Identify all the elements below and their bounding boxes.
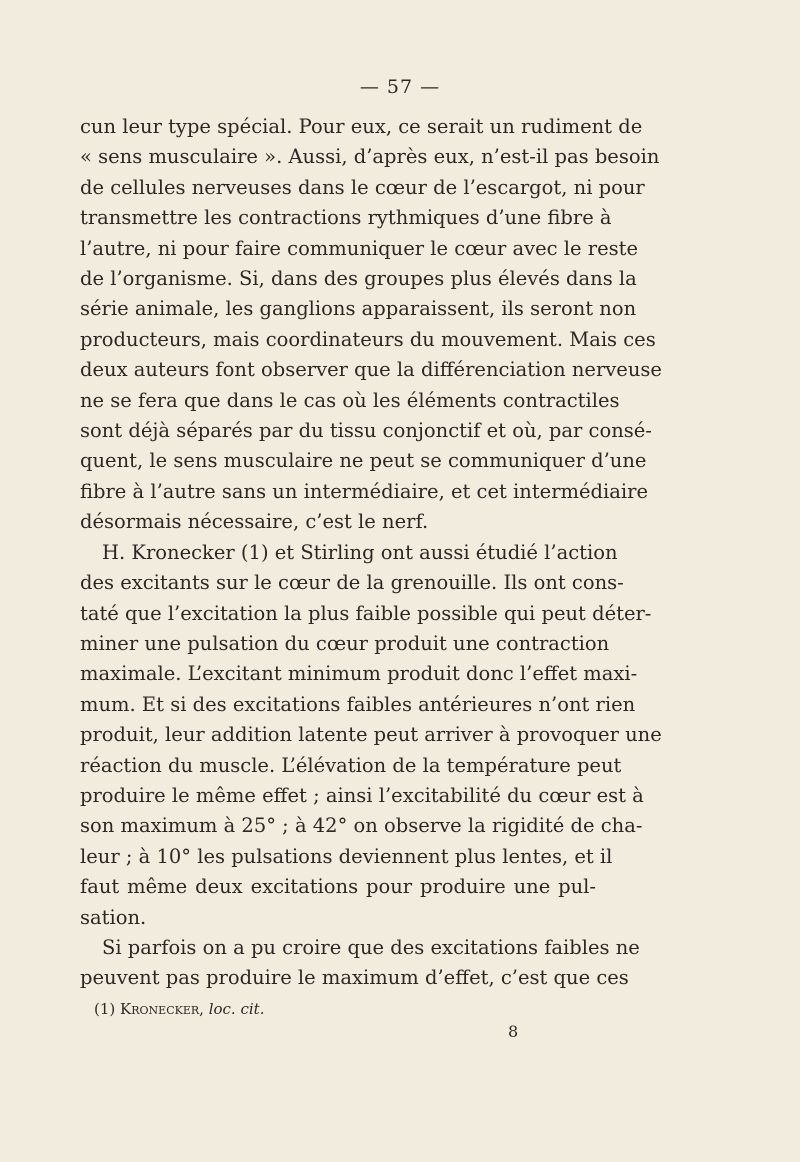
text-line: taté que l’excitation la plus faible possible qui peut déter- [80, 601, 652, 625]
paragraph-end-line: sation. [80, 905, 147, 929]
text-line: peuvent pas produire le maximum d’effet, c’est que ces [80, 966, 629, 990]
text-line: de l’organisme. Si, dans des groupes plus élevés dans la [80, 267, 637, 291]
text-line: mum. Et si des excitations faibles antérieures n’ont rien [80, 692, 636, 716]
text-line: leur ; à 10° les pulsations deviennent plus lentes, et il [80, 844, 613, 868]
body-text [80, 112, 662, 994]
text-line: producteurs, mais coordinateurs du mouvement. Mais ces [80, 327, 656, 351]
text-line: faut même deux excitations pour produire une pul- [80, 875, 596, 899]
paragraph-start-line: H. Kronecker (1) et Stirling ont aussi étudié l’action [102, 540, 618, 564]
text-line: ne se fera que dans le cas où les éléments contractiles [80, 388, 620, 412]
text-line: son maximum à 25° ; à 42° on observe la rigidité de cha- [80, 814, 643, 838]
footnote-marker: (1) [94, 1000, 116, 1018]
footnote-author: Kronecker, [120, 1000, 204, 1018]
page-number: — 57 — [359, 76, 441, 98]
text-line: miner une pulsation du cœur produit une contraction [80, 631, 610, 655]
text-line: « sens musculaire ». Aussi, d’après eux, n’est-il pas besoin [80, 145, 660, 169]
paragraph-start-line: Si parfois on a pu croire que des excitations faibles ne [102, 935, 640, 959]
text-line: l’autre, ni pour faire communiquer le cœur avec le reste [80, 236, 639, 260]
text-line: produire le même effet ; ainsi l’excitabilité du cœur est à [80, 783, 644, 807]
text-line: deux auteurs font observer que la différenciation nerveuse [80, 358, 662, 382]
text-line: de cellules nerveuses dans le cœur de l’escargot, ni pour [80, 175, 645, 199]
text-line: sont déjà séparés par du tissu conjonctif et où, par consé- [80, 419, 652, 443]
text-line: produit, leur addition latente peut arriver à provoquer une [80, 723, 662, 747]
text-line: transmettre les contractions rythmiques d’une fibre à [80, 206, 612, 230]
footnote [94, 1000, 264, 1018]
text-line: série animale, les ganglions apparaissent, ils seront non [80, 297, 637, 321]
signature-mark: 8 [508, 1022, 519, 1041]
text-line: réaction du muscle. L’élévation de la température peut [80, 753, 622, 777]
text-line: maximale. L’excitant minimum produit donc l’effet maxi- [80, 662, 638, 686]
paragraph-end-line: désormais nécessaire, c’est le nerf. [80, 510, 429, 534]
text-line: quent, le sens musculaire ne peut se communiquer d’une [80, 449, 647, 473]
text-line: des excitants sur le cœur de la grenouille. Ils ont cons- [80, 571, 624, 595]
text-line: fibre à l’autre sans un intermédiaire, et cet intermédiaire [80, 479, 649, 503]
text-line: cun leur type spécial. Pour eux, ce serait un rudiment de [80, 115, 643, 138]
footnote-reference: loc. cit. [208, 1000, 265, 1018]
